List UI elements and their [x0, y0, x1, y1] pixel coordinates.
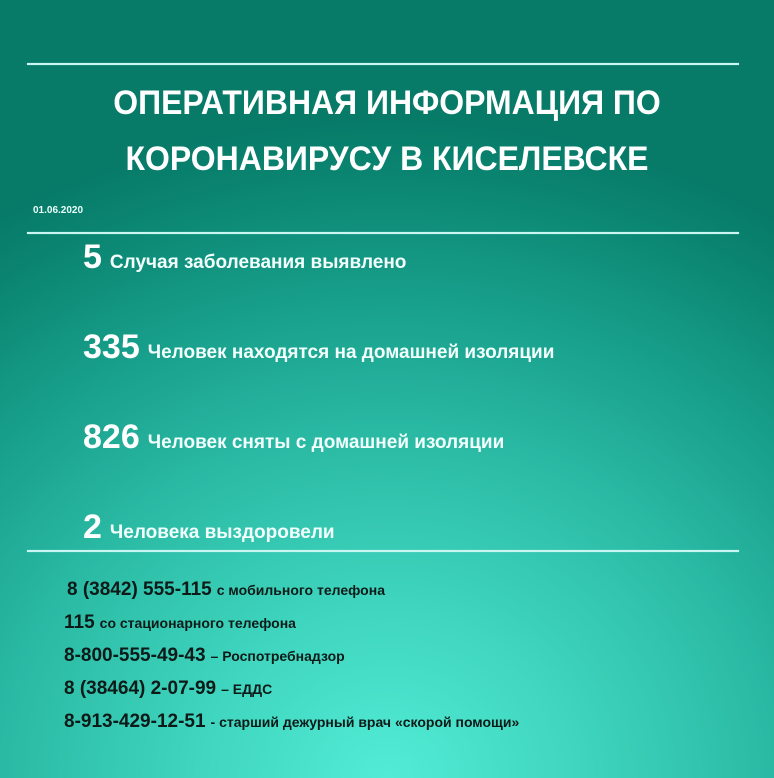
- stat-home-isolation: [83, 328, 554, 367]
- phone-ambulance-doctor: [64, 711, 519, 733]
- stat-value: 2: [83, 508, 102, 546]
- header-divider: [27, 232, 739, 234]
- phone-mobile: [67, 579, 385, 601]
- phone-landline: [64, 612, 296, 634]
- phone-description: - старший дежурный врач «скорой помощи»: [210, 714, 520, 730]
- top-divider: [27, 63, 739, 65]
- phone-description: – Роспотребнадзор: [210, 648, 345, 664]
- phone-description: со стационарного телефона: [99, 615, 296, 631]
- phone-description: с мобильного телефона: [216, 582, 385, 598]
- stat-label: Случая заболевания выявлено: [109, 252, 407, 273]
- stat-recovered: [83, 508, 335, 547]
- phone-number: 8-913-429-12-51: [64, 711, 206, 732]
- phone-description: – ЕДДС: [221, 681, 273, 697]
- page-title-line-2: КОРОНАВИРУСУ В КИСЕЛЕВСКЕ: [125, 140, 649, 178]
- phone-number: 8 (3842) 555-115: [67, 579, 212, 600]
- stats-divider: [27, 550, 739, 552]
- report-date: 01.06.2020: [33, 205, 84, 216]
- phone-number: 115: [64, 612, 95, 633]
- stat-value: 826: [83, 418, 140, 456]
- page-title-line-1: ОПЕРАТИВНАЯ ИНФОРМАЦИЯ ПО: [113, 84, 661, 122]
- stat-released-from-isolation: [83, 418, 504, 457]
- phone-edds: [64, 678, 272, 700]
- stat-value: 5: [83, 238, 102, 276]
- phone-rospotrebnadzor: [64, 645, 345, 667]
- stat-label: Человека выздоровели: [109, 522, 335, 543]
- stat-cases-detected: [83, 238, 406, 277]
- stat-label: Человек находятся на домашней изоляции: [147, 342, 555, 363]
- phone-number: 8 (38464) 2-07-99: [64, 678, 217, 699]
- stat-value: 335: [83, 328, 140, 366]
- phone-number: 8-800-555-49-43: [64, 645, 206, 666]
- stat-label: Человек сняты с домашней изоляции: [147, 432, 505, 453]
